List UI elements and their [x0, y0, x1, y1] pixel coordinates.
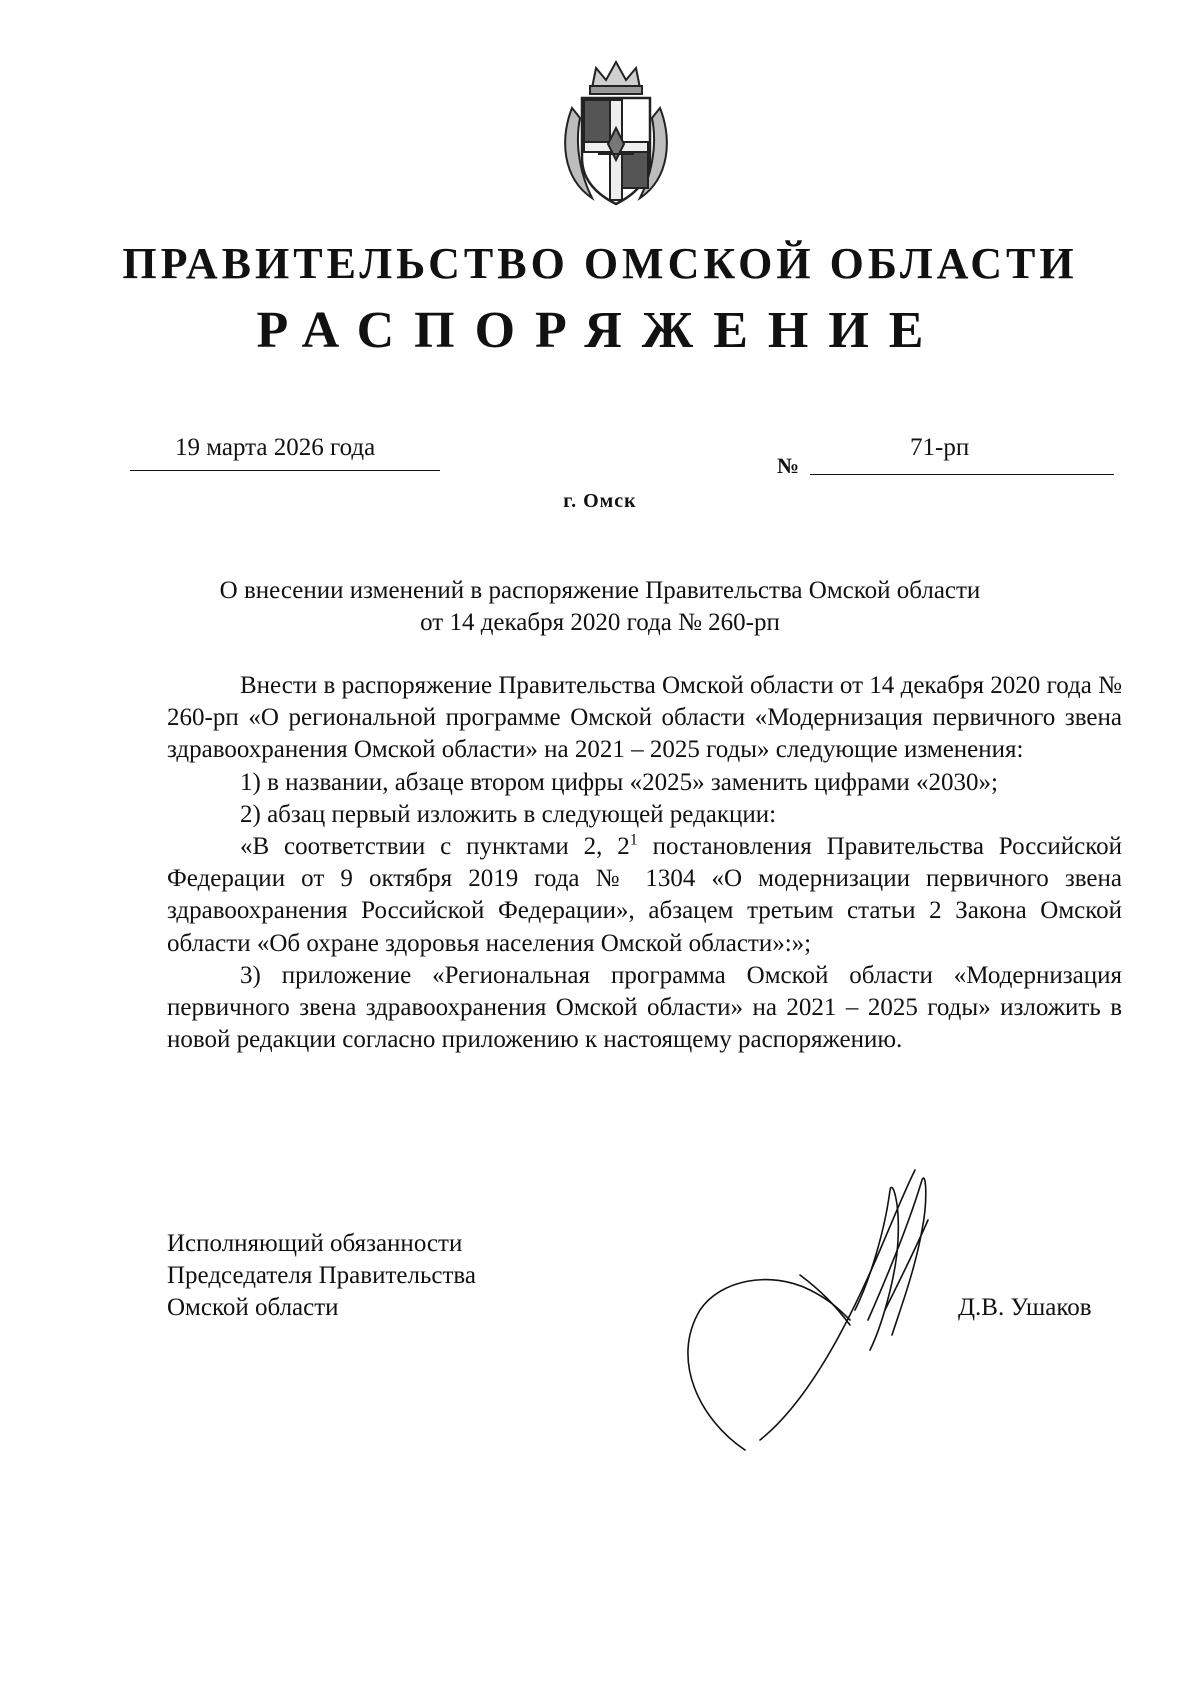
document-date: 19 марта 2026 года — [175, 434, 376, 461]
signer-position-line-3: Омской области — [167, 1294, 339, 1321]
body-paragraph-4-start: «В соответствии с пунктами 2, 2 — [240, 833, 630, 861]
government-title: ПРАВИТЕЛЬСТВО ОМСКОЙ ОБЛАСТИ — [122, 239, 1078, 288]
body-paragraph-3: 2) абзац первый изложить в следующей редакции: — [240, 800, 777, 828]
signer-position-line-1: Исполняющий обязанности — [167, 1230, 463, 1257]
signer-block — [167, 1228, 476, 1324]
number-field — [810, 430, 1114, 475]
coat-of-arms-emblem — [552, 58, 680, 210]
city-label: г. Омск — [563, 490, 637, 512]
body-paragraph-5: 3) приложение «Региональная программа Омской области «Модернизация первичного звена здравоохранения Омской области» на 2021 – 2025 годы» изложить в новой редакции согласно приложению к настоящему распоряжению. — [167, 961, 1122, 1054]
body-paragraph-4-end: постановления Правительства Российской Федерации от 9 октября 2019 года № 1304 «О модернизации первичного звена здравоохранения Российской Федерации», абзацем третьим статьи 2 Закона Омской области «Об охране здоровья населения Омской области»:»; — [167, 833, 1122, 957]
document-subject — [150, 575, 1050, 639]
date-field — [130, 430, 440, 471]
document-number: 71-рп — [910, 434, 970, 461]
body-paragraph-2: 1) в названии, абзаце втором цифры «2025» заменить цифрами «2030»; — [240, 768, 998, 796]
document-body — [167, 670, 1122, 1056]
subject-line-2: от 14 декабря 2020 года № 260-рп — [420, 609, 780, 636]
superscript-index: 1 — [629, 831, 638, 849]
handwritten-signature — [660, 1160, 990, 1460]
body-paragraph-1: Внести в распоряжение Правительства Омской области от 14 декабря 2020 года № 260-рп «О региональной программе Омской области «Модернизация первичного звена здравоохранения Омской области» на 2021 – 2025 годы» следующие изменения: — [167, 672, 1122, 764]
body-paragraph-4 — [167, 831, 1122, 960]
signer-name: Д.В. Ушаков — [958, 1294, 1092, 1321]
document-type-title: РАСПОРЯЖЕНИЕ — [256, 302, 944, 359]
number-sign: № — [777, 453, 800, 478]
subject-line-1: О внесении изменений в распоряжение Правительства Омской области — [219, 577, 981, 604]
signer-position-line-2: Председателя Правительства — [167, 1262, 476, 1289]
